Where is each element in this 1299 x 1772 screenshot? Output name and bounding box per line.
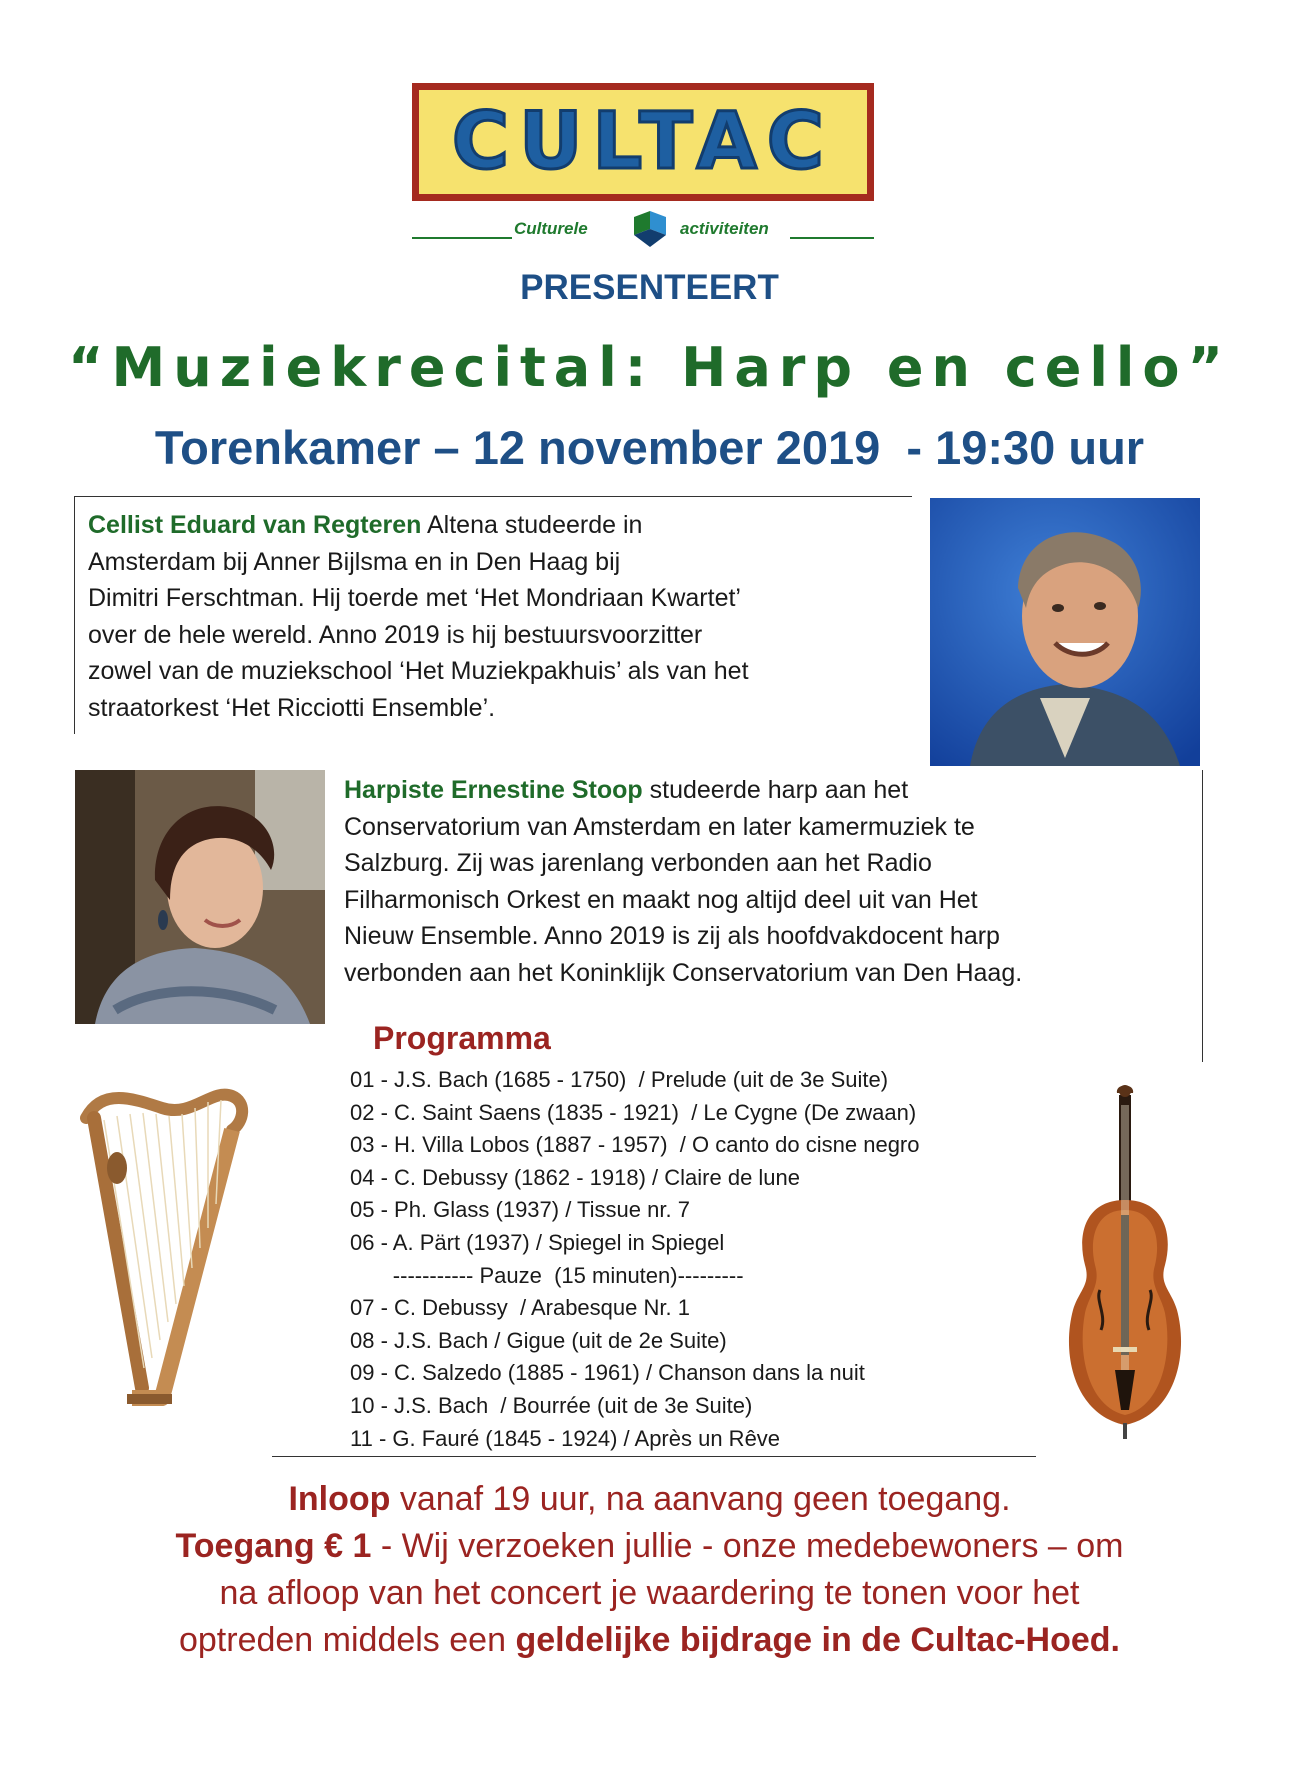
cellist-bio-box — [74, 496, 912, 734]
bio-line: Dimitri Ferschtman. Hij toerde met ‘Het Mondriaan Kwartet’ — [88, 584, 741, 612]
footer-line: na afloop van het concert je waardering te tonen voor het — [219, 1574, 1080, 1612]
list-item: 10 - J.S. Bach / Bourrée (uit de 3e Suite) — [350, 1392, 753, 1418]
footer-text — [0, 1476, 1299, 1664]
list-item: 09 - C. Salzedo (1885 - 1961) / Chanson dans la nuit — [350, 1360, 865, 1386]
event-subtitle: Torenkamer – 12 november 2019 - 19:30 uur — [154, 421, 1145, 474]
logo-tagline — [412, 207, 874, 247]
tagline-rule-right — [790, 237, 874, 239]
programma-heading: Programma — [373, 1020, 551, 1056]
bio-line: Amsterdam bij Anner Bijlsma en in Den Haag bij — [88, 547, 621, 576]
bio-line: Filharmonisch Orkest en maakt nog altijd deel uit van Het — [344, 885, 978, 914]
cube-icon — [630, 207, 670, 251]
list-item: 08 - J.S. Bach / Gigue (uit de 2e Suite) — [350, 1327, 727, 1353]
cellist-name: Cellist Eduard van Regteren — [88, 511, 422, 539]
list-item: ----------- Pauze (15 minuten)--------- — [350, 1262, 744, 1288]
bio-line: studeerde harp aan het — [642, 776, 909, 804]
harpist-name: Harpiste Ernestine Stoop — [344, 776, 643, 804]
footer-line: vanaf 19 uur, na aanvang geen toegang. — [390, 1480, 1011, 1518]
list-item: 03 - H. Villa Lobos (1887 - 1957) / O canto do cisne negro — [350, 1132, 920, 1158]
programma-divider — [272, 1456, 1036, 1457]
bio-line: verbonden aan het Koninklijk Conservatorium van Den Haag. — [344, 958, 1023, 987]
page-title: “Muziekrecital: Harp en cello” — [68, 336, 1231, 399]
bio-line: Nieuw Ensemble. Anno 2019 is zij als hoofdvakdocent harp — [344, 922, 1000, 950]
bio-line: straatorkest ‘Het Ricciotti Ensemble’. — [88, 693, 496, 722]
harpist-photo — [75, 770, 325, 1024]
logo-text: CULTAC — [451, 97, 835, 187]
list-item: 01 - J.S. Bach (1685 - 1750) / Prelude (uit de 3e Suite) — [350, 1067, 889, 1092]
cellist-photo — [930, 498, 1200, 766]
harp-icon — [72, 1078, 252, 1408]
list-item: 06 - A. Pärt (1937) / Spiegel in Spiegel — [350, 1229, 725, 1255]
logo-panel — [419, 90, 867, 194]
bio-line: Altena studeerde in — [421, 511, 643, 539]
tagline-right: activiteiten — [680, 219, 769, 238]
bio-line: over de hele wereld. Anno 2019 is hij bestuursvoorzitter — [88, 620, 703, 649]
presenteert-heading: PRESENTEERT — [520, 268, 779, 307]
cultac-logo — [412, 83, 874, 201]
footer-inloop-label: Inloop — [288, 1480, 391, 1518]
bio-line: Salzburg. Zij was jarenlang verbonden aan het Radio — [344, 849, 932, 877]
footer-contribution: geldelijke bijdrage in de Cultac-Hoed. — [515, 1621, 1120, 1659]
cello-icon — [1055, 1085, 1195, 1440]
footer-line: - Wij verzoeken jullie - onze medebewoners – om — [371, 1527, 1124, 1565]
list-item: 02 - C. Saint Saens (1835 - 1921) / Le Cygne (De zwaan) — [350, 1099, 917, 1125]
list-item: 11 - G. Fauré (1845 - 1924) / Après un Rêve — [350, 1425, 781, 1451]
programma-list — [350, 1064, 1050, 1455]
harpist-bio-text — [344, 772, 1194, 991]
bio-line: zowel van de muziekschool ‘Het Muziekpakhuis’ als van het — [88, 657, 749, 685]
list-item: 07 - C. Debussy / Arabesque Nr. 1 — [350, 1295, 690, 1321]
bio-line: Conservatorium van Amsterdam en later kamermuziek te — [344, 812, 975, 841]
list-item: 05 - Ph. Glass (1937) / Tissue nr. 7 — [350, 1197, 690, 1223]
tagline-rule-left — [412, 237, 512, 239]
footer-line: optreden middels een — [178, 1621, 516, 1659]
harpist-bio-box — [330, 770, 1203, 1062]
cellist-bio-text — [88, 507, 908, 726]
tagline-left: Culturele — [514, 219, 588, 238]
list-item: 04 - C. Debussy (1862 - 1918) / Claire de lune — [350, 1164, 801, 1190]
footer-toegang-label: Toegang € 1 — [175, 1527, 372, 1565]
